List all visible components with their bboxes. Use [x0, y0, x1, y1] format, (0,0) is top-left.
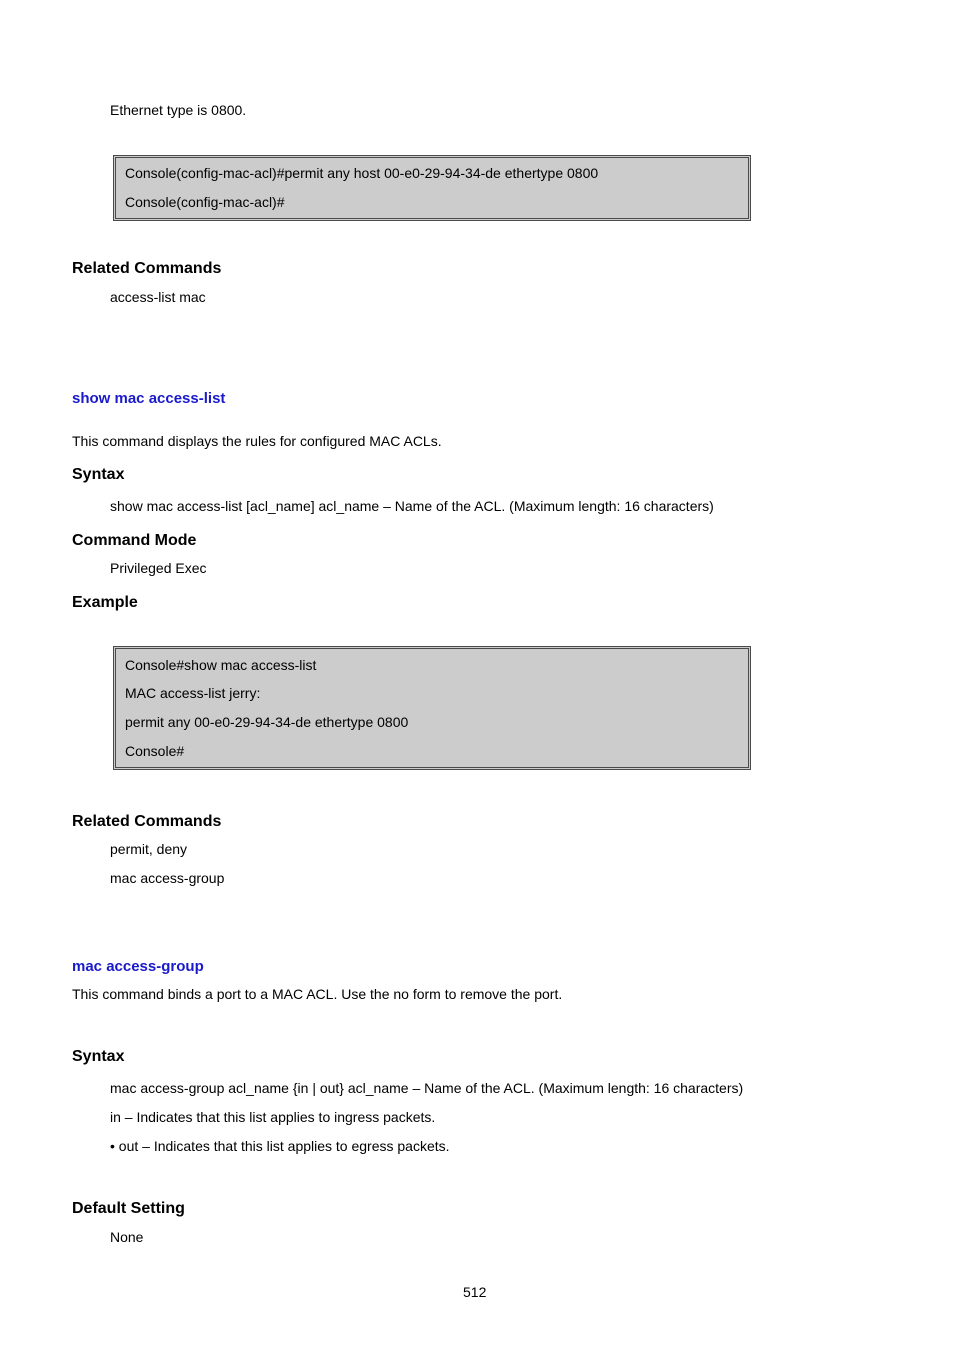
page-number: 512 [463, 1284, 487, 1300]
related-commands-heading: Related Commands [72, 813, 222, 830]
syntax-heading: Syntax [72, 1048, 125, 1065]
command-mode-heading: Command Mode [72, 532, 197, 549]
console-example-2 [113, 646, 751, 770]
console-line: permit any 00-e0-29-94-34-de ethertype 0800 [125, 714, 409, 730]
default-setting-heading: Default Setting [72, 1200, 185, 1217]
intro-text: Ethernet type is 0800. [110, 102, 247, 118]
syntax-text: in – Indicates that this list applies to ingress packets. [110, 1109, 436, 1125]
console-line: MAC access-list jerry: [125, 685, 261, 701]
console-line: Console(config-mac-acl)#permit any host 00-e0-29-94-34-de ethertype 0800 [125, 165, 599, 181]
command-title-mac-access-group: mac access-group [72, 958, 204, 975]
syntax-text: • out – Indicates that this list applies to egress packets. [110, 1138, 450, 1154]
command-description: This command displays the rules for configured MAC ACLs. [72, 433, 442, 449]
example-heading: Example [72, 594, 138, 611]
related-command-item: permit, deny [110, 841, 188, 857]
console-line: Console(config-mac-acl)# [125, 194, 285, 210]
related-command-item: mac access-group [110, 870, 225, 886]
related-commands-heading: Related Commands [72, 260, 222, 277]
console-line: Console#show mac access-list [125, 657, 317, 673]
syntax-text: mac access-group acl_name {in | out} acl_name – Name of the ACL. (Maximum length: 16 characters) [110, 1080, 744, 1096]
related-command-item: access-list mac [110, 289, 206, 305]
default-setting-value: None [110, 1229, 144, 1245]
console-example-1 [113, 155, 751, 221]
syntax-heading: Syntax [72, 466, 125, 483]
command-title-show-mac-access-list: show mac access-list [72, 390, 226, 407]
command-description: This command binds a port to a MAC ACL. Use the no form to remove the port. [72, 986, 563, 1002]
console-line: Console# [125, 743, 185, 759]
syntax-text: show mac access-list [acl_name] acl_name – Name of the ACL. (Maximum length: 16 characters) [110, 498, 714, 514]
command-mode-value: Privileged Exec [110, 560, 207, 576]
